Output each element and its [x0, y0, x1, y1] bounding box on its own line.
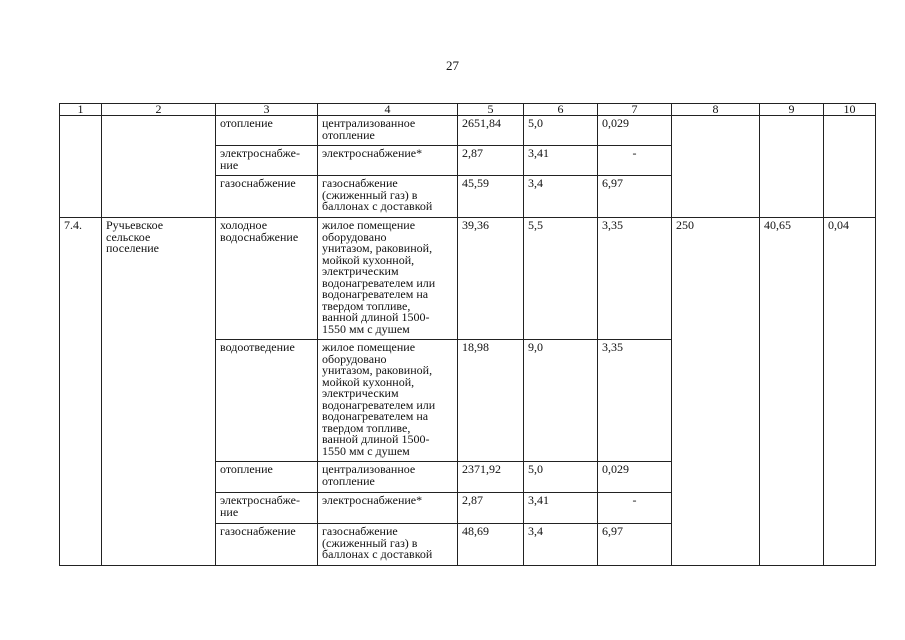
description-cell: жилое помещение оборудовано унитазом, раковиной, мойкой кухонной, электрическим водонагревателем или водонагревателем на твердом топливе, ванной длиной 1500- 1550 мм с душем	[318, 340, 458, 462]
value-cell: 48,69	[458, 524, 524, 566]
value-cell	[760, 116, 824, 218]
value-cell: 0,04	[824, 218, 876, 566]
value-cell: 45,59	[458, 176, 524, 218]
service-cell: газоснабжение	[216, 176, 318, 218]
number-cell	[60, 116, 102, 218]
value-cell: -	[598, 146, 672, 176]
value-cell: 39,36	[458, 218, 524, 340]
header-cell: 4	[318, 104, 458, 116]
value-cell: 6,97	[598, 524, 672, 566]
service-cell: электроснабже- ние	[216, 493, 318, 524]
header-cell: 7	[598, 104, 672, 116]
description-cell: централизованное отопление	[318, 462, 458, 493]
service-cell: отопление	[216, 462, 318, 493]
service-cell: отопление	[216, 116, 318, 146]
header-row	[60, 104, 876, 116]
value-cell: 40,65	[760, 218, 824, 566]
value-cell: 18,98	[458, 340, 524, 462]
value-cell: 3,4	[524, 524, 598, 566]
header-cell: 3	[216, 104, 318, 116]
description-cell: газоснабжение (сжиженный газ) в баллонах с доставкой	[318, 176, 458, 218]
service-cell: водоотведение	[216, 340, 318, 462]
value-cell: 5,0	[524, 116, 598, 146]
description-cell: жилое помещение оборудовано унитазом, раковиной, мойкой кухонной, электрическим водонагревателем или водонагревателем на твердом топливе, ванной длиной 1500- 1550 мм с душем	[318, 218, 458, 340]
settlement-cell: Ручьевское сельское поселение	[102, 218, 216, 566]
description-cell: электроснабжение*	[318, 146, 458, 176]
value-cell	[824, 116, 876, 218]
value-cell: 250	[672, 218, 760, 566]
header-cell: 9	[760, 104, 824, 116]
header-cell: 2	[102, 104, 216, 116]
value-cell: 2371,92	[458, 462, 524, 493]
value-cell: 6,97	[598, 176, 672, 218]
description-cell: газоснабжение (сжиженный газ) в баллонах с доставкой	[318, 524, 458, 566]
value-cell: 2,87	[458, 493, 524, 524]
value-cell: 3,4	[524, 176, 598, 218]
value-cell: 0,029	[598, 462, 672, 493]
header-cell: 6	[524, 104, 598, 116]
value-cell: 2651,84	[458, 116, 524, 146]
service-cell: газоснабжение	[216, 524, 318, 566]
description-cell: электроснабжение*	[318, 493, 458, 524]
value-cell: 3,35	[598, 340, 672, 462]
value-cell: -	[598, 493, 672, 524]
page-number: 27	[446, 58, 459, 73]
service-cell: электроснабже- ние	[216, 146, 318, 176]
header-cell: 1	[60, 104, 102, 116]
value-cell: 3,41	[524, 493, 598, 524]
header-cell: 5	[458, 104, 524, 116]
number-cell: 7.4.	[60, 218, 102, 566]
header-cell: 10	[824, 104, 876, 116]
settlement-cell	[102, 116, 216, 218]
table-row	[60, 116, 876, 146]
value-cell: 9,0	[524, 340, 598, 462]
value-cell: 3,41	[524, 146, 598, 176]
value-cell: 5,0	[524, 462, 598, 493]
header-cell: 8	[672, 104, 760, 116]
value-cell: 5,5	[524, 218, 598, 340]
value-cell: 3,35	[598, 218, 672, 340]
service-cell: холодное водоснабжение	[216, 218, 318, 340]
description-cell: централизованное отопление	[318, 116, 458, 146]
value-cell: 2,87	[458, 146, 524, 176]
tariff-table	[59, 103, 876, 566]
table-row	[60, 218, 876, 340]
value-cell: 0,029	[598, 116, 672, 146]
value-cell	[672, 116, 760, 218]
